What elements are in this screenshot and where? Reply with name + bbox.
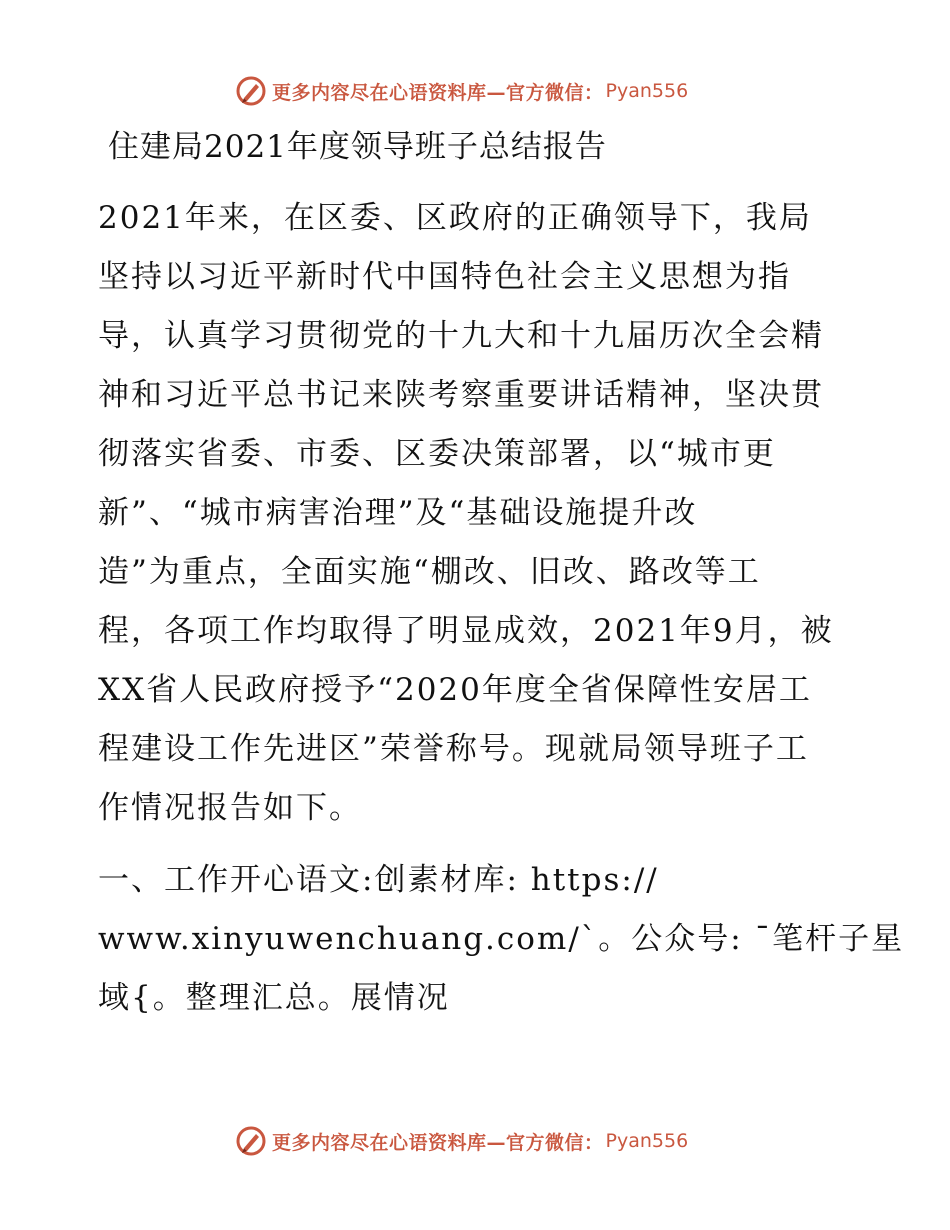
text-line: 新”、“城市病害治理”及“基础设施提升改	[98, 495, 698, 531]
watermark-footer	[234, 1124, 688, 1158]
text-line: 造”为重点，全面实施“棚改、旧改、路改等工	[98, 554, 761, 590]
watermark-text: 更多内容尽在心语资料库—官方微信：	[272, 81, 604, 104]
text-line: XX省人民政府授予“2020年度全省保障性安居工	[98, 672, 812, 708]
text-line: 彻落实省委、市委、区委决策部署，以“城市更	[98, 436, 776, 472]
pen-logo-icon	[234, 74, 268, 108]
watermark-text: 更多内容尽在心语资料库—官方微信：	[272, 1131, 604, 1154]
text-line: 作情况报告如下。	[98, 790, 362, 826]
text-line: 域{。整理汇总。展情况	[98, 980, 450, 1016]
text-line: 神和习近平总书记来陕考察重要讲话精神，坚决贯	[98, 377, 824, 413]
text-line: 2021年来，在区委、区政府的正确领导下，我局	[98, 200, 812, 236]
text-line: www.xinyuwenchuang.com/`。公众号: ¯笔杆子星	[98, 921, 905, 957]
pen-logo-icon	[234, 1124, 268, 1158]
watermark-handle: Pyan556	[605, 1130, 689, 1152]
text-line: 程，各项工作均取得了明显成效，2021年9月，被	[98, 613, 834, 649]
section-heading-line: 一、工作开心语文:创素材库: https://	[98, 862, 659, 898]
document-title: 住建局2021年度领导班子总结报告	[108, 129, 607, 165]
text-line: 程建设工作先进区”荣誉称号。现就局领导班子工	[98, 731, 809, 767]
text-line: 坚持以习近平新时代中国特色社会主义思想为指	[98, 259, 791, 295]
watermark-handle: Pyan556	[605, 80, 689, 102]
text-line: 导，认真学习贯彻党的十九大和十九届历次全会精	[98, 318, 824, 354]
watermark-header	[234, 74, 688, 108]
